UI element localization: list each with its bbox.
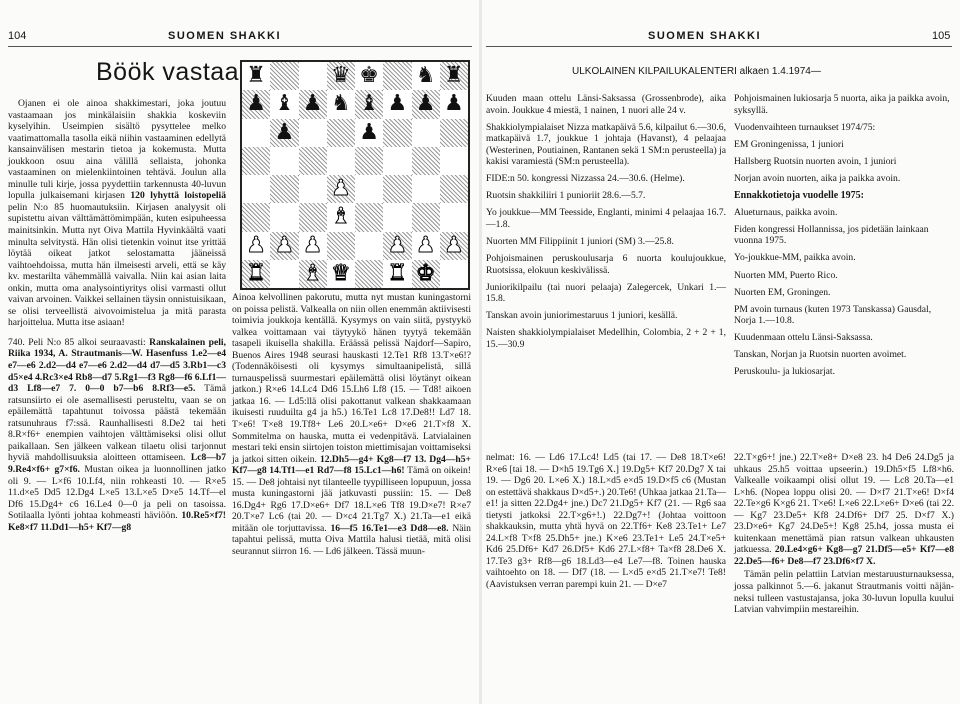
white-pawn-icon: ♟ — [302, 232, 323, 258]
black-rook-icon: ♜ — [444, 63, 464, 88]
calendar-entry: Nuorten EM, Groningen. — [734, 286, 831, 298]
board-square — [299, 62, 327, 90]
commentary-text: Ainoa kelvollinen pakorutu, mutta nyt mustan kuningastorni on poissa pelistä. Valkealla on niin ollen enemmän aktiivisesti toimivia joukkoja kentällä. Kysymys on vain siitä, pystyykö valkea voittamaan vai täytyykö hänen tyytyä tekemään tasapeli ikuisella shakilla. Eräässä pelissä Najdorf—Sapiro, Buenos Aires 1948 seurasi hauskasti 12.Te1 Rf8 13.T×e6!? (Todennäköisesti oli kysymys simultaanipelistä, sillä turnauspelissä suurmestari epäilemättä olisi löytänyt oikean jatkon.) R×e6 14.Lc4 Dd6 15.Lh6 Lf8 (15. — Td8! aikoen jatkaa 16. — Ld5:llä olisi pakottanut valkean shakkaamaan ikuisesti ruuduilta g4 ja h5.) 16.Te1 Lc8 17.De8!! Ld7 18. T×e6! T×e8 19.Tf8+ Le6 20.L×e6+ D×e6 21.T×f8 X. Sommitelma on hauska, mutta ei vedenpitävä. Latvialainen mestari teki ensin siirtojen toiston miettimisajan voittamiseksi ja jatkoi sitten oikein. — [232, 292, 471, 465]
board-square — [270, 175, 298, 203]
calendar-entry: Pohjoismainen lukiosarja 5 nuorta, aika ja paikka avoin, syksyllä. — [734, 93, 950, 116]
board-square — [383, 119, 411, 147]
board-square — [270, 62, 298, 90]
game-intro: 740. Peli N:o 85 alkoi seuraavasti: — [8, 336, 146, 348]
book-title: 120 lyhyttä loistopeliä — [130, 190, 226, 202]
continuation-text-d: 22.T×g6+! jne.) 22.T×e8+ D×e8 23. h4 De6 24.Dg5 ja uhkaus 25.h5 voittaa upseerin.) 19.Dh5×f5 Lf8×h6. Valkealle voikaampi olisi ollut 19. — Lc8 20.Ta—e1 L×h6. (Nopea loppu olisi 20. — D×f7 21.T×e6! D×f4 22.Te×g6 K×g6 21. T×e6! L×e6 22.L×e6+ D×e6 (tai 22. — Kg7 23.De5+ Kf8 24.Df6+ Df7 25. D×f7 X.) 23.D×e6+ Kg7 24.De5+! Kg8 25.h4, jossa musta ei kuitenkaan menettämä pian ratsun valkean uhkausten jatkuessa. — [734, 452, 954, 556]
board-square — [383, 147, 411, 175]
commentary-moves-2: 16—f5 16.Te1—e3 Dd8—e8. — [330, 522, 449, 534]
calendar-entry: Norjan avoin nuorten, aika ja paikka avoin. — [734, 172, 901, 184]
running-title-right: SUOMEN SHAKKI — [648, 30, 762, 42]
calendar-entry: Kuuden maan ottelu Länsi-Saksassa (Grossenbrode), aika avoin. Joukkue 4 miestä, 1 nainen, 1 nuori alle 24 v. — [486, 93, 726, 116]
calendar-entry: Tanskan avoin juniorimestaruus 1 juniori, kesällä. — [486, 310, 678, 322]
white-king-icon: ♚ — [415, 260, 436, 286]
board-square — [242, 203, 270, 231]
commentary-text-3: Näin tapahtui pelissä, mutta Oiva Mattila halusi tietää, mitä olisi seurannut siirron 16. — Ld6 jälkeen. Tässä muun- — [232, 522, 471, 558]
board-square — [242, 147, 270, 175]
calendar-column-b — [734, 93, 954, 383]
commentary-paragraph — [232, 292, 471, 558]
board-square — [440, 260, 468, 288]
calendar-title: ULKOLAINEN KILPAILUKALENTERI alkaen 1.4.1974— — [572, 66, 821, 77]
white-rook-icon: ♜ — [387, 260, 408, 286]
calendar-entry: Alueturnaus, paikka avoin. — [734, 206, 838, 218]
board-square — [440, 119, 468, 147]
white-pawn-icon: ♟ — [246, 232, 266, 258]
board-square — [412, 175, 440, 203]
board-square — [412, 147, 440, 175]
final-moves: 20.Le4×g6+ Kg8—g7 21.Df5—e5+ Kf7—e8 22.De5—f6+ De8—f7 23.Df6×f7 X. — [734, 544, 954, 567]
white-pawn-icon: ♟ — [331, 176, 351, 201]
board-square — [440, 147, 468, 175]
calendar-entry: Naisten shakkiolympialaiset Medellhin, Colombia, 2 + 2 + 1, 15.—30.9 — [486, 327, 726, 350]
game-moves-3: 10.Re5×f7! Ke8×f7 11.Dd1—h5+ Kf7—g8 — [8, 510, 226, 533]
board-square — [327, 147, 355, 175]
article-column-1 — [8, 98, 226, 533]
black-queen-icon: ♛ — [331, 63, 351, 88]
black-pawn-icon: ♟ — [274, 119, 295, 145]
calendar-entry: Vuodenvaihteen turnaukset 1974/75: — [734, 121, 876, 133]
black-pawn-icon: ♟ — [415, 91, 436, 117]
calendar-entry: Shakkiolympialaiset Nizza matkapäivä 5.6, kilpailut 6.—30.6, matkapäivä 1.7, joukkue 1 johtaja (Havanst), 4 pelaajaa (Westerinen, Poutiainen, Rantanen sekä 1 SM:n perusteella) ja kakisi varamiestä (SM:n perusteella). — [486, 121, 726, 168]
page-number-left: 104 — [8, 30, 27, 42]
black-pawn-icon: ♟ — [246, 91, 266, 117]
board-square — [383, 175, 411, 203]
board-square — [270, 147, 298, 175]
board-square — [299, 147, 327, 175]
board-square — [355, 147, 383, 175]
black-pawn-icon: ♟ — [387, 91, 408, 117]
black-knight-icon: ♞ — [331, 91, 351, 117]
board-square — [327, 232, 355, 260]
board-square — [270, 260, 298, 288]
calendar-entry: Ruotsin shakkiliiri 1 punioriit 28.6.—5.7. — [486, 190, 646, 202]
chess-diagram — [240, 60, 470, 290]
game-commentary-2: Mustan oikea ja luonnollinen jatko oli 9. — L×f6 10.Lf4, niin rohkeasti 10. — R×e5 11.d×e5 Dd5 12.Dg4 L×e5 13.L×e5 D×e5 14.Tf—el Df6 15.Dg4+ c6 16.Le4 0—0 ja peli on tasoissa. Sotilaalla lyönti johtaa kohmeasti häviöön. — [8, 463, 226, 522]
black-knight-icon: ♞ — [415, 63, 436, 88]
calendar-entry: Nuorten MM, Puerto Rico. — [734, 269, 838, 281]
black-rook-icon: ♜ — [246, 63, 266, 88]
white-bishop-icon: ♝ — [302, 260, 323, 286]
black-king-icon: ♚ — [359, 63, 379, 88]
continuation-text: nelmat: 16. — Ld6 17.Lc4! Ld5 (tai 17. — De8 18.T×e6! R×e6 [tai 18. — D×h5 19.Tg6 X.] 19.Dg5+ Kf7 20.Dg7 X tai 19. — Dg6 20. L×e6 X.) 18.L×d5 e×d5 19.D×f5 c6 (Mustan on estettävä shakkaus D×d5+.) 20.Te6! (Uhkaa jatkaa 21.Ta—e1! ja sitten 22.Dg4+ jne.) Dc7 21.Dg5+ Kf7 (21. — Rg6 saa tietysti jatkoksi 22.T×g6+!.) 22.Dg7+! (Johtaa voittoon shakkauksin, mutta yhtä hyvä on 22.Tf6+ Ke8 23.Te1+ Le7 24.L×f8 T×f8 25.Dh5+ jne.) K×e6 23.Te1+ Le5 24.T×e5+ Kd6 25.Df6+ Kd7 26.Df5+ Kd6 27.L×f8+ Ta×f8 28.De6 X. 17.Te3 g3+ Rf8—g6 18.Ld3—e4 Le7—f8. Toinen hauska vaihtoehto on 18. — Df7 (18. — L×d5 e×d5 21.T×e7! Te8! (Aavistuksen verran parempi kuin 21. — D×e7 — [486, 452, 726, 591]
continuation-paragraph — [734, 452, 954, 567]
header-rule-right — [486, 46, 952, 47]
preview-1975-title: Ennakkotietoja vuodelle 1975: — [734, 189, 865, 201]
running-title-left: SUOMEN SHAKKI — [168, 30, 282, 42]
board-square — [355, 203, 383, 231]
game-moves-2: Lc8—b7 9.Re4×f6+ g7×f6. — [8, 452, 226, 475]
article-title: Böök vastaa — [96, 58, 240, 86]
black-pawn-icon: ♟ — [359, 119, 379, 145]
board-square — [327, 119, 355, 147]
white-pawn-icon: ♟ — [274, 232, 295, 258]
intro-text-end: pelin N:o 85 huomautuksiin. Kirjasen analyysit oli supistettu aivan välttämättömimpään, kuten esipuheessa mainitsinkin. Mutta nyt Oiva Mattila Hyvinkäältä vaati minulta selvitystä. Hän olisi tietenkin voinut itse yrittää löytää oikeat jatkot selostamatta jääneissä vaihtoehdoissa, mutta hän ilmeisesti arveli, että se käy kv. mestarilta vähemmällä vaivalla. Niin kai asian laita onkin, mutta oma analysointiyritys olisi varmasti ollut vaivan arvoinen. Vaikkei sellainen täysin onnistuisikaan, se olisi terveellistä aivovoimistelua ja mitä parasta harjoittelua. Mutta itse asiaan! — [8, 201, 226, 329]
calendar-column-a — [486, 93, 726, 356]
commentary-moves: 12.Dh5—g4+ Kg8—f7 13. Dg4—h5+ Kf7—g8 14.Tf1—e1 Rd7—f8 15.Lc1—h6! — [232, 453, 471, 477]
board-square — [440, 175, 468, 203]
calendar-entry: Yo joukkue—MM Teesside, Englanti, minimi 4 pelaajaa 16.7.—1.8. — [486, 207, 726, 230]
board-square — [299, 203, 327, 231]
board-square — [299, 175, 327, 203]
continuation-column-d — [734, 452, 954, 616]
white-pawn-icon: ♟ — [415, 232, 436, 258]
board-square — [270, 203, 298, 231]
white-bishop-icon: ♝ — [331, 204, 351, 230]
calendar-entry: Tanskan, Norjan ja Ruotsin nuorten avoimet. — [734, 349, 907, 361]
white-rook-icon: ♜ — [246, 260, 266, 286]
board-square — [355, 260, 383, 288]
continuation-column-c — [486, 452, 726, 591]
calendar-entry: Pohjoismainen peruskoulusarja 6 nuorta koulujoukkue, Ruotsissa, elokuun keskivälissä. — [486, 253, 726, 276]
black-bishop-icon: ♝ — [274, 91, 295, 117]
board-square — [440, 203, 468, 231]
board-square — [242, 119, 270, 147]
board-square — [412, 203, 440, 231]
white-pawn-icon: ♟ — [444, 232, 464, 258]
intro-text: Ojanen ei ole ainoa shakkimestari, joka joutuu vastaamaan jos minkälaisiin shakkia koskeviin kyselyihin. Useimpien sisältö pysyttelee melko vaatimattomalla tasolla eikä niihin vastaaminen edellytä kansainvälisen mestarin tietoa ja kokemusta. Mutta joukkoon osuu aina välillä sellaista, johonka vastaaminen on mielenkiintoinen tehtävä. Joulun alla minulle tuli kirje, jossa pyydettiin tarkennusta 40-luvun lopulla julkaisemani kirjasen — [8, 98, 226, 202]
page-number-right: 105 — [932, 30, 951, 42]
board-square — [412, 119, 440, 147]
game-paragraph — [8, 337, 226, 533]
calendar-entry: Juniorikilpailu (tai nuori pelaaja) Zalegercek, Unkari 1.—15.8. — [486, 281, 726, 305]
white-pawn-icon: ♟ — [387, 232, 408, 258]
board-square — [299, 119, 327, 147]
calendar-entry: Kuudenmaan ottelu Länsi-Saksassa. — [734, 332, 873, 344]
intro-paragraph — [8, 98, 226, 329]
game-commentary: Tämä ratsunsiirto ei ole asemallisesti perusteltu, vaan se on epäilemättä tapahtunut toivossa päästä tekemään ratsunuhraus f7:ssä. Raunhallisesti 8.De2 tai heti 8.R×f6+ enempien vaihtojen välttämiseksi olisi ollut paikallaan. Sen jälkeen valkean tilaetu olisi tarjonnut hyviä mahdollisuuksia aloitteen ottamiseen. — [8, 383, 226, 464]
board-square — [242, 175, 270, 203]
black-pawn-icon: ♟ — [302, 91, 323, 117]
board-square — [355, 232, 383, 260]
calendar-entry: Peruskoulu- ja lukiosarjat. — [734, 366, 835, 378]
closing-paragraph: Tämän pelin pelattiin Latvian mestaruusturnauksessa, jossa palkinnot 5.—6. jakanut Strautmanis voitti näjänneksi tulleen vastustajansa, joka 30-luvun lopulla kuului Latvian vahvimpiin mestareihin. — [734, 569, 954, 616]
calendar-entry: EM Groningenissa, 1 juniori — [734, 138, 844, 150]
calendar-entry: FIDE:n 50. kongressi Nizzassa 24.—30.6. (Helme). — [486, 173, 685, 185]
header-rule-left — [8, 46, 472, 47]
black-bishop-icon: ♝ — [359, 91, 379, 117]
commentary-text-2: Tämä on oikein! 15. — De8 johtaisi nyt tilanteelle tyypilliseen lopupuun, jossa musta kuningastorni jää jatkuvasti pussiin: 15. — De8 16.Dg4+ Rg6 17.D×e6+ Df7 18.L×e6 Tf8 19.D×e7! R×e7 20.T×e7 Lc6 (tai 20. — D×c4 21.Tg7 X.) 21.Ta—e1 eikä mitään ole torjuttavissa. — [232, 465, 472, 534]
calendar-entry: Fiden kongressi Hollannissa, jos pidetään lainkaan vuonna 1975. — [734, 223, 929, 247]
calendar-entry: PM avoin turnaus (kuten 1973 Tanskassa) Gausdal, Norja 1.—10.8. — [734, 303, 932, 327]
board-square — [383, 203, 411, 231]
article-column-2 — [232, 292, 471, 558]
calendar-entry: Yo-joukkue-MM, paikka avoin. — [734, 252, 856, 264]
game-moves: Ranskalainen peli, Riika 1934, A. Strautmanis—W. Hasenfuss 1.e2—e4 e7—e6 2.d2—d4 e7—e6 2.d2—d4 d7—d5 3.Rb1—c3 d5×e4 4.Rc3×e4 Rb8—d7 5.Rg1—f3 Rg8—f6 6.Lf1—d3 Lf8—e7 7. 0—0 b7—b6 8.Rf3—e5. — [8, 336, 226, 395]
calendar-entry: Hallsberg Ruotsin nuorten avoin, 1 juniori — [734, 155, 897, 167]
board-square — [383, 62, 411, 90]
black-pawn-icon: ♟ — [444, 91, 464, 117]
calendar-entry: Nuorten MM Filippiinit 1 juniori (SM) 3.—25.8. — [486, 235, 674, 247]
page-gutter — [479, 0, 482, 704]
white-queen-icon: ♛ — [331, 260, 351, 286]
board-square — [355, 175, 383, 203]
